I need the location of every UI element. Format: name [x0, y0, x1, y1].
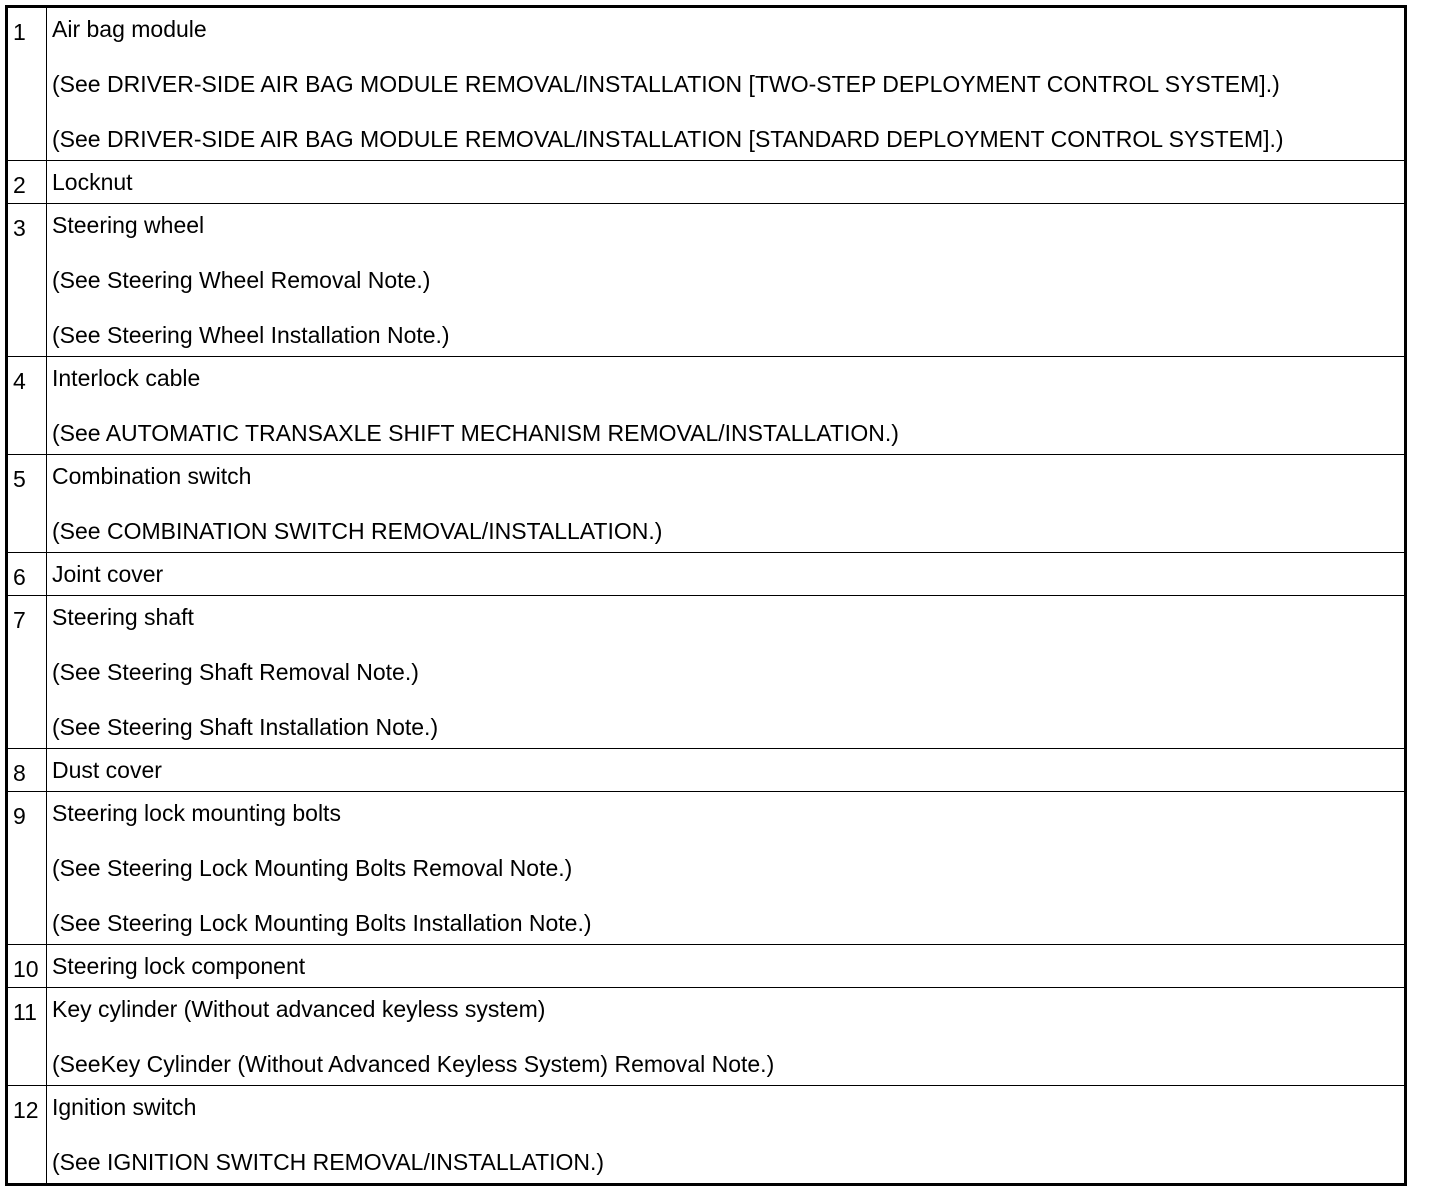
parts-table [5, 5, 1407, 1186]
reference-note: (See Steering Wheel Removal Note.) [52, 267, 431, 293]
part-name: Key cylinder (Without advanced keyless system) [52, 996, 546, 1022]
table-row [7, 357, 1406, 455]
part-name: Ignition switch [52, 1094, 197, 1120]
part-description [47, 792, 1406, 945]
table-row [7, 204, 1406, 357]
reference-note: (See Steering Lock Mounting Bolts Removal Note.) [52, 855, 573, 881]
part-number: 8 [7, 749, 47, 792]
reference-note: (See Steering Lock Mounting Bolts Installation Note.) [52, 910, 592, 936]
part-number: 2 [7, 161, 47, 204]
reference-note: (See DRIVER-SIDE AIR BAG MODULE REMOVAL/INSTALLATION [STANDARD DEPLOYMENT CONTROL SYSTEM].) [52, 126, 1284, 152]
part-number: 10 [7, 945, 47, 988]
table-row [7, 455, 1406, 553]
reference-note: (See AUTOMATIC TRANSAXLE SHIFT MECHANISM REMOVAL/INSTALLATION.) [52, 420, 899, 446]
reference-note: (SeeKey Cylinder (Without Advanced Keyless System) Removal Note.) [52, 1051, 775, 1077]
part-name: Dust cover [52, 757, 162, 783]
part-name: Steering wheel [52, 212, 205, 238]
part-description [47, 945, 1406, 988]
table-row [7, 596, 1406, 749]
part-description [47, 553, 1406, 596]
reference-note: (See Steering Wheel Installation Note.) [52, 322, 450, 348]
reference-note: (See IGNITION SWITCH REMOVAL/INSTALLATION.) [52, 1149, 605, 1175]
table-row [7, 7, 1406, 161]
table-row [7, 749, 1406, 792]
table-row [7, 792, 1406, 945]
part-name: Combination switch [52, 463, 252, 489]
table-row [7, 553, 1406, 596]
part-description [47, 204, 1406, 357]
part-description [47, 455, 1406, 553]
table-row [7, 1086, 1406, 1185]
part-description [47, 1086, 1406, 1185]
table-row [7, 988, 1406, 1086]
part-number: 12 [7, 1086, 47, 1185]
table-row [7, 945, 1406, 988]
part-name: Steering lock component [52, 953, 306, 979]
part-description [47, 161, 1406, 204]
part-name: Air bag module [52, 16, 207, 42]
part-number: 4 [7, 357, 47, 455]
part-number: 11 [7, 988, 47, 1086]
part-number: 5 [7, 455, 47, 553]
reference-note: (See Steering Shaft Removal Note.) [52, 659, 419, 685]
part-description [47, 988, 1406, 1086]
part-name: Steering lock mounting bolts [52, 800, 341, 826]
part-description [47, 749, 1406, 792]
part-number: 9 [7, 792, 47, 945]
part-description [47, 7, 1406, 161]
part-name: Interlock cable [52, 365, 201, 391]
part-number: 3 [7, 204, 47, 357]
part-name: Steering shaft [52, 604, 194, 630]
parts-table-body [7, 7, 1406, 1185]
part-number: 1 [7, 7, 47, 161]
part-description [47, 357, 1406, 455]
part-description [47, 596, 1406, 749]
part-number: 6 [7, 553, 47, 596]
reference-note: (See DRIVER-SIDE AIR BAG MODULE REMOVAL/INSTALLATION [TWO-STEP DEPLOYMENT CONTROL SYSTEM].) [52, 71, 1280, 97]
part-name: Locknut [52, 169, 133, 195]
part-name: Joint cover [52, 561, 164, 587]
table-row [7, 161, 1406, 204]
reference-note: (See Steering Shaft Installation Note.) [52, 714, 439, 740]
reference-note: (See COMBINATION SWITCH REMOVAL/INSTALLATION.) [52, 518, 663, 544]
part-number: 7 [7, 596, 47, 749]
